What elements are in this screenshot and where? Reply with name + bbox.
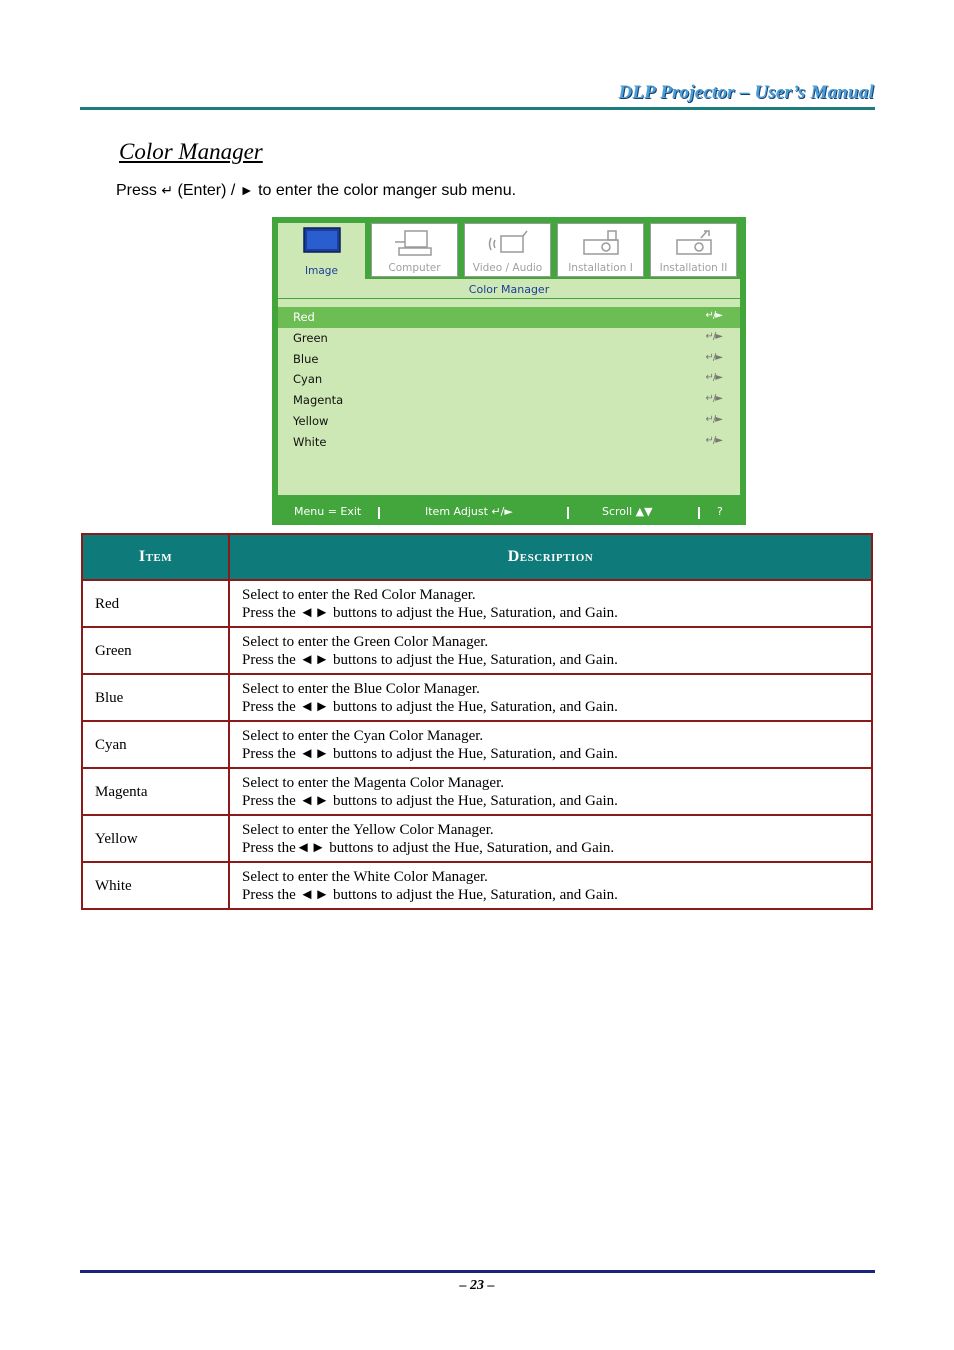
- projector-icon: [578, 228, 624, 260]
- enter-right-icon: ↵/►: [705, 434, 722, 446]
- instruction-enter-label: (Enter) /: [177, 182, 236, 199]
- color-manager-table: [81, 533, 873, 910]
- right-arrow-icon: ►: [239, 182, 254, 198]
- osd-item-red[interactable]: [278, 307, 740, 328]
- osd-item-white[interactable]: [278, 432, 740, 453]
- description-line: Press the ◄► buttons to adjust the Hue, Saturation, and Gain.: [242, 745, 618, 762]
- tab-label: Installation II: [659, 262, 728, 274]
- osd-item-label: Cyan: [293, 372, 323, 387]
- enter-right-icon: ↵/►: [705, 351, 722, 363]
- enter-right-icon: ↵/►: [705, 372, 722, 384]
- header-divider: [80, 107, 875, 110]
- description-line: Press the ◄► buttons to adjust the Hue, Saturation, and Gain.: [242, 886, 618, 903]
- osd-item-blue[interactable]: [278, 349, 740, 370]
- document-header-title: DLP Projector – User’s Manual: [618, 82, 874, 103]
- osd-item-label: Red: [293, 310, 315, 324]
- computer-icon: [393, 228, 437, 260]
- enter-right-icon: ↵/►: [705, 393, 722, 405]
- osd-tab-bar: [278, 223, 740, 279]
- video-audio-icon: [485, 228, 531, 260]
- footer-separator: [698, 507, 700, 519]
- section-title: Color Manager: [119, 139, 263, 164]
- footer-separator: [378, 507, 380, 519]
- description-line: Press the ◄► buttons to adjust the Hue, Saturation, and Gain.: [242, 698, 618, 715]
- enter-right-icon: ↵/►: [705, 310, 722, 321]
- tab-installation-2[interactable]: [650, 223, 737, 277]
- osd-item-yellow[interactable]: [278, 411, 740, 432]
- description-cell: [229, 674, 872, 721]
- tab-video-audio[interactable]: [464, 223, 551, 277]
- footer-separator: [567, 507, 569, 519]
- help-icon: ?: [717, 505, 723, 518]
- description-line: Press the ◄► buttons to adjust the Hue, Saturation, and Gain.: [242, 651, 618, 668]
- description-line: Press the ◄► buttons to adjust the Hue, Saturation, and Gain.: [242, 604, 618, 621]
- tab-label: Installation I: [568, 262, 633, 274]
- osd-submenu-title: Color Manager: [278, 283, 740, 299]
- osd-footer-bar: [272, 499, 746, 525]
- tab-label: Computer: [388, 262, 441, 274]
- description-line: Select to enter the Magenta Color Manager.: [242, 774, 504, 791]
- description-cell: [229, 862, 872, 909]
- description-line: Select to enter the White Color Manager.: [242, 868, 488, 885]
- osd-item-list: [278, 307, 740, 453]
- page-number: – 23 –: [459, 1278, 495, 1293]
- osd-item-label: White: [293, 434, 327, 449]
- description-line: Select to enter the Cyan Color Manager.: [242, 727, 484, 744]
- footer-divider: [80, 1270, 875, 1273]
- enter-right-icon: ↵/►: [705, 330, 722, 342]
- osd-menu: [272, 217, 746, 525]
- description-cell: [229, 580, 872, 627]
- description-line: Press the ◄► buttons to adjust the Hue, Saturation, and Gain.: [242, 792, 618, 809]
- tab-installation-1[interactable]: [557, 223, 644, 277]
- item-cell: Cyan: [82, 721, 229, 768]
- instruction-prefix: Press: [116, 182, 157, 199]
- osd-item-green[interactable]: [278, 328, 740, 349]
- item-cell: Green: [82, 627, 229, 674]
- description-line: Select to enter the Blue Color Manager.: [242, 680, 480, 697]
- description-cell: [229, 768, 872, 815]
- table-row: [82, 674, 872, 721]
- osd-item-label: Green: [293, 330, 328, 345]
- column-header-description: Description: [229, 534, 872, 580]
- item-cell: Magenta: [82, 768, 229, 815]
- column-header-item: Item: [82, 534, 229, 580]
- osd-item-label: Magenta: [293, 393, 344, 408]
- instruction-suffix: to enter the color manger sub menu.: [258, 182, 517, 199]
- table-row: [82, 580, 872, 627]
- tab-label: Image: [305, 265, 338, 277]
- tab-label: Video / Audio: [472, 262, 543, 274]
- item-cell: Red: [82, 580, 229, 627]
- tab-image[interactable]: [278, 223, 365, 283]
- item-cell: Yellow: [82, 815, 229, 862]
- osd-item-label: Blue: [293, 351, 319, 366]
- description-cell: [229, 721, 872, 768]
- item-cell: White: [82, 862, 229, 909]
- table-header-row: [82, 534, 872, 580]
- scroll-hint: Scroll ▲▼: [602, 505, 653, 518]
- item-adjust-hint: Item Adjust ↵/►: [425, 505, 513, 518]
- enter-icon: ↵: [161, 182, 174, 198]
- menu-exit-hint: Menu = Exit: [294, 505, 362, 518]
- description-line: Select to enter the Green Color Manager.: [242, 633, 489, 650]
- projector-settings-icon: [671, 228, 717, 260]
- description-cell: [229, 627, 872, 674]
- description-line: Press the◄► buttons to adjust the Hue, Saturation, and Gain.: [242, 839, 615, 856]
- description-cell: [229, 815, 872, 862]
- item-cell: Blue: [82, 674, 229, 721]
- osd-content-panel: [278, 279, 740, 495]
- instruction-text: [116, 182, 516, 200]
- table-row: [82, 721, 872, 768]
- table-row: [82, 815, 872, 862]
- osd-item-cyan[interactable]: [278, 369, 740, 390]
- enter-right-icon: ↵/►: [705, 413, 722, 425]
- osd-item-magenta[interactable]: [278, 390, 740, 411]
- description-line: Select to enter the Red Color Manager.: [242, 586, 476, 603]
- image-icon: [303, 227, 341, 255]
- table-row: [82, 627, 872, 674]
- osd-item-label: Yellow: [293, 413, 329, 428]
- table-row: [82, 862, 872, 909]
- description-line: Select to enter the Yellow Color Manager.: [242, 821, 494, 838]
- table-row: [82, 768, 872, 815]
- tab-computer[interactable]: [371, 223, 458, 277]
